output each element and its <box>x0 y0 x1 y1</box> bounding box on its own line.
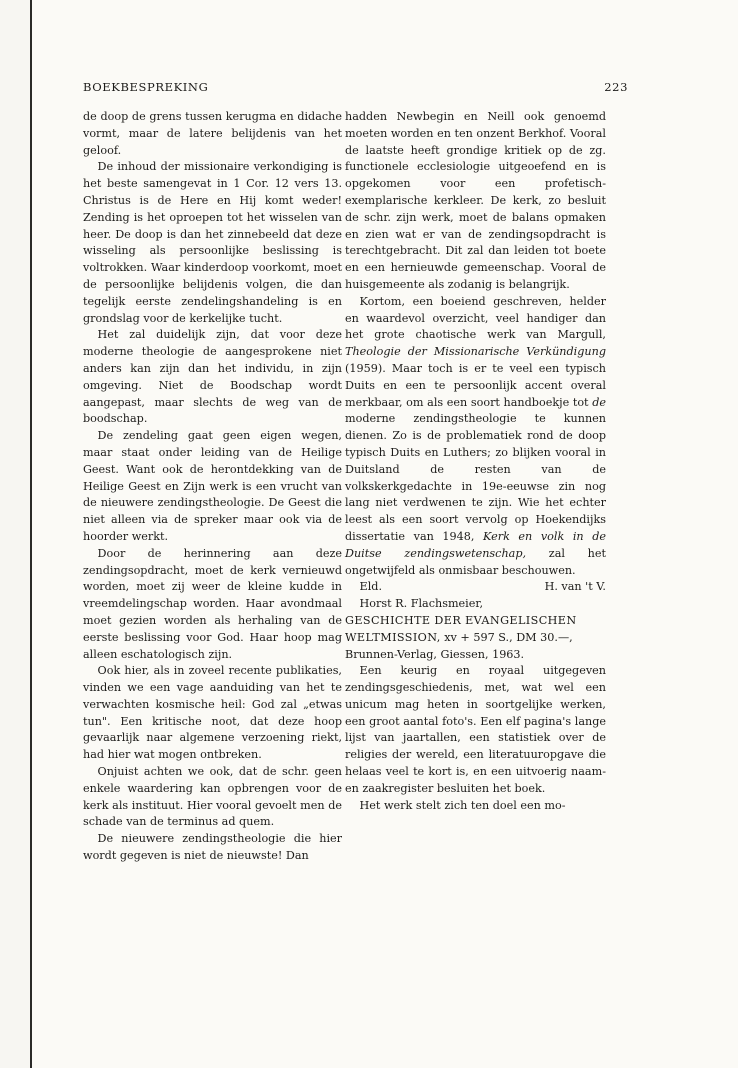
text-run: moderne zendingstheologie te kunnen dienen. Zo is de problematiek rond de doop typisch Duits en Luthers; zo blijken vooral in Duitsland de resten van de volkskerkgedachte in 19e-eeuwse zin nog lang niet verdwenen te zijn. Wie het echter leest als een soort vervolg op Hoekendijks dissertatie van 1948, <box>345 412 606 543</box>
paragraph: hadden Newbegin en Neill ook genoemd moeten worden en ten onzent Berkhof. Vooral de laatste heeft grondige kritiek op de zg. functionele ecclesiologie uitgeoefend en is opgekomen voor een profetisch-exemplarische kerkleer. De kerk, zo besluit de schr. zijn werk, moet de balans opmaken en zien wat er van de zendingsopdracht is terechtgebracht. Dit zal dan leiden tot boete en een hernieuwde gemeenschap. Vooral de huisgemeente als zodanig is belangrijk. <box>345 110 606 291</box>
left-column <box>83 109 342 865</box>
review-heading <box>345 596 606 663</box>
paragraph: Het zal duidelijk zijn, dat voor deze moderne theologie de aangesprokene niet anders kan zijn dan het individu, in zijn omgeving. Niet de Boodschap wordt aangepast, maar slechts de weg van de boodschap. <box>83 328 342 426</box>
text-run: zal het ongetwijfeld als onmisbaar beschouwen. <box>345 546 606 577</box>
signature-author: H. van 't V. <box>544 580 606 594</box>
paragraph: Door de herinnering aan deze zendingsopdracht, moet de kerk vernieuwd worden, moet zij weer de kleine kudde in vreemdelingschap worden. Haar avondmaal moet gezien worden als herhaling van de eerste beslissing voor God. Haar hoop mag alleen eschatologisch zijn. <box>83 546 342 661</box>
paragraph: de doop de grens tussen kerugma en didache vormt, maar de latere belijdenis van het geloof. <box>83 110 342 157</box>
paragraph: De inhoud der missionaire verkondiging is het beste samengevat in 1 Cor. 12 vers 13. Christus is de Here en Hij komt weder! Zending is het oproepen tot het wisselen van heer. De doop is dan het zinnebeeld dat deze wisseling als persoonlijke beslissing is voltrokken. Waar kinderdoop voorkomt, moet de persoonlijke belijdenis volgen, die dan tegelijk eerste zendelingshandeling is en grondslag voor de kerkelijke tucht. <box>83 160 342 325</box>
right-column <box>345 109 606 814</box>
page-number: 223 <box>604 80 628 94</box>
book-title: Theologie der Missionarische Verkündigung <box>345 345 606 359</box>
paragraph: Ook hier, als in zoveel recente publikaties, vinden we een vage aanduiding van het te verwachten kosmische heil: God zal „etwas tun". Een kritische noot, dat deze hoop gevaarlijk naar algemene verzoening riekt, had hier wat mogen ontbreken. <box>83 664 342 762</box>
paragraph: De zendeling gaat geen eigen wegen, maar staat onder leiding van de Heilige Geest. Want ook de herontdekking van de Heilige Geest en Zijn werk is een vrucht van de nieuwere zendingstheologie. De Geest die niet alleen via de spreker maar ook via de hoorder werkt. <box>83 429 342 543</box>
paragraph: De nieuwere zendingstheologie die hier wordt gegeven is niet de nieuwste! Dan <box>83 832 342 863</box>
paragraph: Onjuist achten we ook, dat de schr. geen enkele waardering kan opbrengen voor de kerk als instituut. Hier vooral gevoelt men de schade van de terminus ad quem. <box>83 765 342 829</box>
text-run: Kortom, een boeiend geschreven, helder en waardevol overzicht, veel handiger dan het grote chaotische werk van Margull, <box>345 294 606 342</box>
signature-place: Eld. <box>359 580 383 594</box>
paragraph: Een keurig en royaal uitgegeven zendingsgeschiedenis, met, wat wel een unicum mag heten in soortgelijke werken, een groot aantal foto's. Een elf pagina's lange lijst van jaartallen, een statistiek over de religies der wereld, een literatuuropgave die helaas veel te kort is, en een uitvoerig naam- en zaakregister besluiten het boek. <box>345 664 606 795</box>
paragraph <box>345 294 606 580</box>
reviewed-author: Horst R. Flachsmeier, <box>359 597 484 611</box>
book-title: Kerk en volk in de Duitse zendingswetenschap, <box>345 529 606 560</box>
review-signature <box>345 579 606 596</box>
text-run: (1959). Maar toch is er te veel een typisch Duits en een te persoonlijk accent overal merkbaar, om als een soort handboekje tot <box>345 361 606 409</box>
section-title: BOEKBESPREKING <box>83 80 209 94</box>
emphasis: de <box>592 395 606 409</box>
paragraph: Het werk stelt zich ten doel een mo- <box>359 798 566 812</box>
reviewed-book-details: xv + 597 S., DM 30.—, Brunnen-Verlag, Giessen, 1963. <box>345 630 573 661</box>
reviewed-book-title: GESCHICHTE DER EVANGELISCHEN WELTMISSION, <box>345 613 577 644</box>
